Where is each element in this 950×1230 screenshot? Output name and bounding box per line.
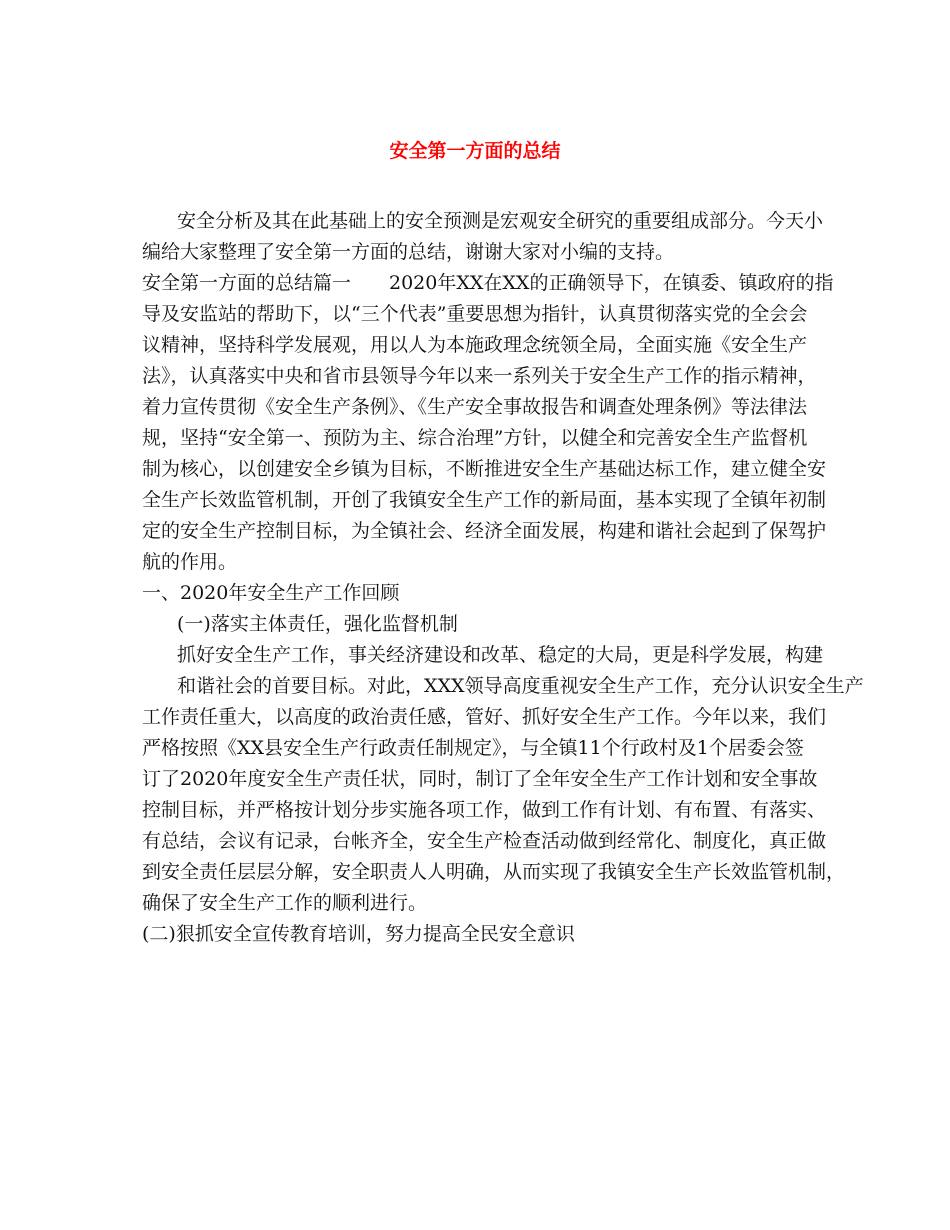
body-line: (二)狠抓安全宣传教育培训，努力提高全民安全意识 xyxy=(142,923,575,945)
body-line: 议精神，坚持科学发展观，用以人为本施政理念统领全局，全面实施《安全生产 xyxy=(142,334,808,356)
body-line: 一、2020年安全生产工作回顾 xyxy=(142,582,400,604)
body-line: 定的安全生产控制目标，为全镇社会、经济全面发展，构建和谐社会起到了保驾护 xyxy=(142,520,827,542)
body-line: 控制目标，并严格按计划分步实施各项工作，做到工作有计划、有布置、有落实、 xyxy=(142,799,827,821)
body-line: 有总结，会议有记录，台帐齐全，安全生产检查活动做到经常化、制度化，真正做 xyxy=(142,830,827,852)
body-line: 规，坚持“安全第一、预防为主、综合治理”方针，以健全和完善安全生产监督机 xyxy=(142,427,808,449)
body-line: 订了2020年度安全生产责任状，同时，制订了全年安全生产工作计划和安全事故 xyxy=(142,768,818,790)
subsection-heading: 抓好安全生产工作，事关经济建设和改革、稳定的大局，更是科学发展，构建 xyxy=(177,644,824,666)
body-line: 工作责任重大，以高度的政治责任感，管好、抓好安全生产工作。今年以来，我们 xyxy=(142,706,827,728)
body-line: 全生产长效监管机制，开创了我镇安全生产工作的新局面，基本实现了全镇年初制 xyxy=(142,489,827,511)
body-line: 严格按照《XX县安全生产行政责任制规定》，与全镇11个行政村及1个居委会签 xyxy=(142,737,804,759)
body-line: 导及安监站的帮助下，以“三个代表”重要思想为指针，认真贯彻落实党的全会会 xyxy=(142,303,808,325)
body-line: 制为核心，以创建安全乡镇为目标，不断推进安全生产基础达标工作，建立健全安 xyxy=(142,458,827,480)
body-line: 航的作用。 xyxy=(142,551,238,573)
body-line: 法》，认真落实中央和省市县领导今年以来一系列关于安全生产工作的指示精神， xyxy=(142,365,817,387)
document-title: 安全第一方面的总结 xyxy=(389,140,561,162)
intro-line-1: 安全分析及其在此基础上的安全预测是宏观安全研究的重要组成部分。今天小 xyxy=(177,210,824,232)
body-line: 到安全责任层层分解，安全职责人人明确，从而实现了我镇安全生产长效监管机制， xyxy=(142,861,846,883)
section-heading: (一)落实主体责任，强化监督机制 xyxy=(177,613,458,635)
body-line: 和谐社会的首要目标。对此，XXX领导高度重视安全生产工作，充分认识安全生产 xyxy=(177,675,864,697)
body-line: 确保了安全生产工作的顺利进行。 xyxy=(142,892,428,914)
intro-line-2: 编给大家整理了安全第一方面的总结，谢谢大家对小编的支持。 xyxy=(142,241,675,263)
body-line: 着力宣传贯彻《安全生产条例》、《生产安全事故报告和调查处理条例》等法律法 xyxy=(142,396,808,418)
section-one-line-1: 安全第一方面的总结篇一 2020年XX在XX的正确领导下，在镇委、镇政府的指 xyxy=(142,272,834,294)
